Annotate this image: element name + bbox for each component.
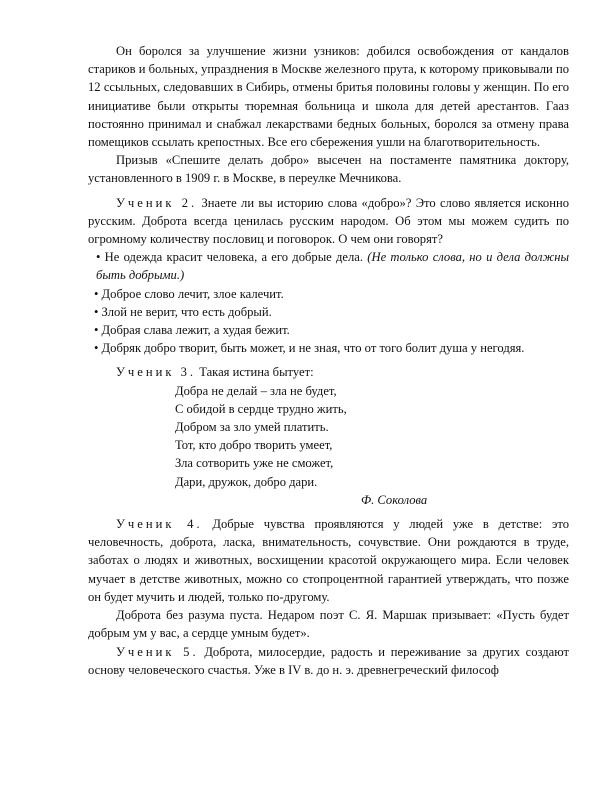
- student-2-paragraph: [88, 194, 569, 249]
- student-3-paragraph: [88, 363, 569, 381]
- poem-line: Дари, дружок, добро дари.: [175, 474, 318, 489]
- student-4-paragraph: [88, 515, 569, 606]
- proverb-explanation: (Не только слова, но и дела должны быть добрыми.): [96, 250, 569, 283]
- poem-line: С обидой в сердце трудно жить,: [175, 401, 347, 416]
- poem: [175, 382, 569, 509]
- poem-line: Тот, кто добро творить умеет,: [175, 438, 333, 453]
- poem-line: Добра не делай – зла не будет,: [175, 383, 337, 398]
- speaker-label: Ученик 4.: [116, 517, 203, 532]
- student-3-text: Такая истина бытует:: [196, 365, 314, 380]
- paragraph-marshak: Доброта без разума пуста. Недаром поэт С. Я. Маршак призывает: «Пусть будет добрым ум у вас, а сердце умным будет».: [88, 608, 569, 641]
- speaker-label: Ученик 3.: [116, 365, 197, 380]
- paragraph-monument: Призыв «Спешите делать добро» высечен на постаменте памятника доктору, установленного в 1909 г. в Москве, в переулке Мечникова.: [88, 153, 569, 186]
- speaker-label: Ученик 5.: [116, 644, 199, 659]
- proverb-item: • Добрая слава лежит, а худая бежит.: [94, 323, 290, 338]
- student-5-text: Доброта, милосердие, радость и переживание за других создают основу человеческого счастья. Уже в IV в. до н. э. древнегреческий философ: [88, 644, 569, 677]
- poem-line: Зла сотворить уже не сможет,: [175, 456, 334, 471]
- poem-author: Ф. Соколова: [361, 492, 428, 507]
- proverb-text: • Не одежда красит человека, а его добрые дела.: [96, 250, 368, 265]
- proverb-item: • Злой не верит, что есть добрый.: [94, 304, 272, 319]
- proverb-item: • Доброе слово лечит, злое калечит.: [94, 286, 284, 301]
- paragraph-haaz-reforms: Он боролся за улучшение жизни узников: добился освобождения от кандалов стариков и больных, упразднения в Москве железного прута, к которому приковывали по 12 ссыльных, следовавших в Сибирь, отмены бритья половины головы у женщин. По его инициативе были открыты тюремная больница и школа для детей арестантов. Гааз постоянно принимал и снабжал лекарствами бедных больных, боролся за отмену права помещиков ссылать крепостных. Все его сбережения ушли на благотворительность.: [88, 44, 569, 150]
- student-4-text: Добрые чувства проявляются у людей уже в детстве: это человечность, доброта, ласка, внимательность, сочувствие. Они рождаются в труде, заботах о людях и животных, восхищении красотой окружающего мира. Если человек мучает в детстве животных, можно со стопроцентной гарантией утверждать, что позже он будет мучить и людей, только по-другому.: [88, 517, 569, 604]
- proverb-item: • Добряк добро творит, быть может, и не зная, что от того болит душа у негодяя.: [94, 341, 525, 356]
- student-5-paragraph: [88, 643, 569, 679]
- poem-line: Добром за зло умей платить.: [175, 420, 329, 435]
- student-2-text: Знаете ли вы историю слова «добро»? Это слово является исконно русским. Доброта всегда ценилась русским народом. Об этом мы можем судить по огромному количеству пословиц и поговорок. О чем они говорят?: [88, 195, 569, 247]
- proverb-item: [96, 248, 569, 284]
- speaker-label: Ученик 2.: [116, 195, 198, 210]
